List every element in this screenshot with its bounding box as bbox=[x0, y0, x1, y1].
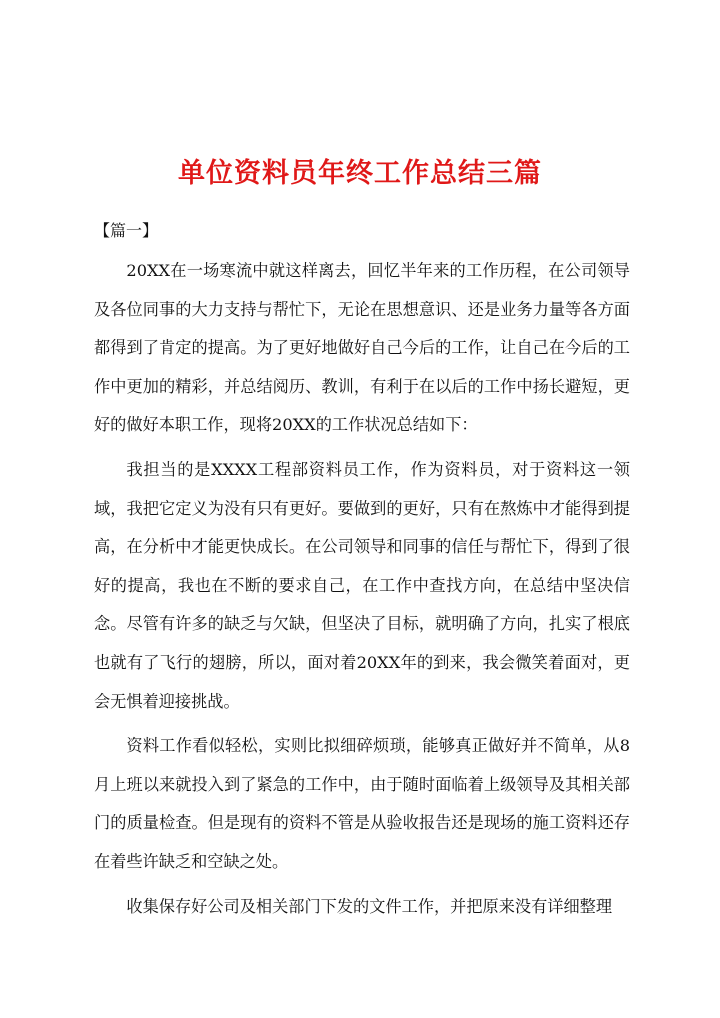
section-label: 【篇一】 bbox=[94, 221, 159, 240]
paragraph: 收集保存好公司及相关部门下发的文件工作，并把原来没有详细整理 bbox=[126, 896, 613, 916]
paragraph: 20XX在一场寒流中就这样离去，回忆半年来的工作历程，在公司领导及各位同事的大力支持与帮忙下，无论在思想意识、还是业务力量等各方面都得到了肯定的提高。为了更好地做好自己今后的工作，让自己在今后的工作中更加的精彩，并总结阅历、教训，有利于在以后的工作中扬长避短，更好的做好本职工作，现将20XX的工作状况总结如下： bbox=[94, 261, 630, 435]
paragraph: 资料工作看似轻松，实则比拟细碎烦琐，能够真正做好并不简单，从8月上班以来就投入到了紧急的工作中，由于随时面临着上级领导及其相关部门的质量检查。但是现有的资料不管是从验收报告还是现场的施工资料还存在着些许缺乏和空缺之处。 bbox=[94, 736, 630, 871]
document-title: 单位资料员年终工作总结三篇 bbox=[178, 158, 542, 189]
document-body bbox=[94, 252, 630, 932]
paragraph: 我担当的是XXXX工程部资料员工作，作为资料员，对于资料这一领域，我把它定义为没有只有更好。要做到的更好，只有在熬炼中才能得到提高，在分析中才能更快成长。在公司领导和同事的信任与帮忙下，得到了很好的提高，我也在不断的要求自己，在工作中查找方向，在总结中坚决信念。尽管有许多的缺乏与欠缺，但坚决了目标，就明确了方向，扎实了根底也就有了飞行的翅膀，所以，面对着20XX年的到来，我会微笑着面对，更会无惧着迎接挑战。 bbox=[94, 459, 630, 711]
